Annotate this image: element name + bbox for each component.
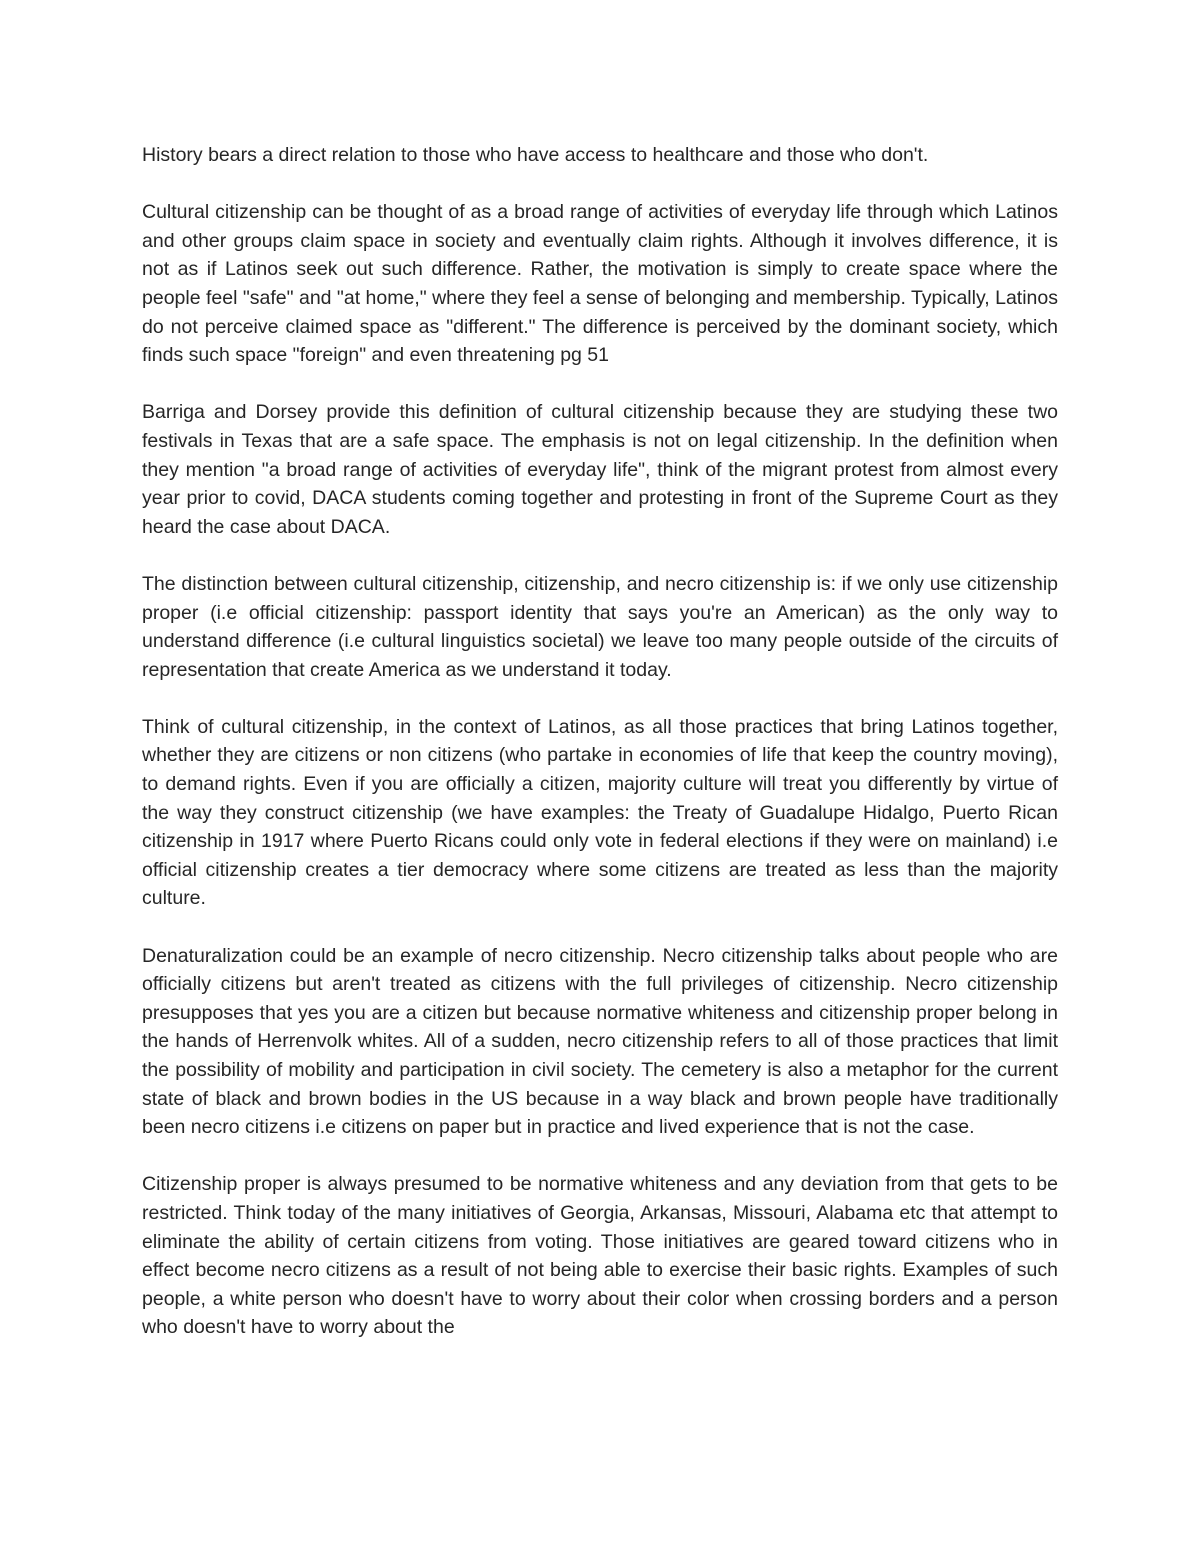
paragraph-cultural-citizenship-definition: Cultural citizenship can be thought of as a broad range of activities of everyday life through which Latinos and other groups claim space in society and eventually claim rights. Although it involves difference, it is not as if Latinos seek out such difference. Rather, the motivation is simply to create space where the people feel "safe" and "at home," where they feel a sense of belonging and membership. Typically, Latinos do not perceive claimed space as "different." The difference is perceived by the dominant society, which finds such space "foreign" and even threatening pg 51 xyxy=(142,201,1058,367)
paragraph-citizenship-proper: Citizenship proper is always presumed to be normative whiteness and any deviation from that gets to be restricted. Think today of the many initiatives of Georgia, Arkansas, Missouri, Alabama etc that attempt to eliminate the ability of certain citizens from voting. Those initiatives are geared toward citizens who in effect become necro citizens as a result of not being able to exercise their basic rights. Examples of such people, a white person who doesn't have to worry about their color when crossing borders and a person who doesn't have to worry about the xyxy=(142,1173,1058,1339)
paragraph-denaturalization: Denaturalization could be an example of necro citizenship. Necro citizenship talks about people who are officially citizens but aren't treated as citizens with the full privileges of citizenship. Necro citizenship presupposes that yes you are a citizen but because normative whiteness and citizenship proper belong in the hands of Herrenvolk whites. All of a sudden, necro citizenship refers to all of those practices that limit the possibility of mobility and participation in civil society. The cemetery is also a metaphor for the current state of black and brown bodies in the US because in a way black and brown people have traditionally been necro citizens i.e citizens on paper but in practice and lived experience that is not the case. xyxy=(142,944,1058,1139)
paragraph-barriga-dorsey: Barriga and Dorsey provide this definition of cultural citizenship because they are studying these two festivals in Texas that are a safe space. The emphasis is not on legal citizenship. In the definition when they mention "a broad range of activities of everyday life", think of the migrant protest from almost every year prior to covid, DACA students coming together and protesting in front of the Supreme Court as they heard the case about DACA. xyxy=(142,401,1058,538)
document-body xyxy=(142,141,1058,1371)
paragraph-intro: History bears a direct relation to those who have access to healthcare and those who don't. xyxy=(142,144,929,166)
paragraph-latinos-context: Think of cultural citizenship, in the context of Latinos, as all those practices that bring Latinos together, whether they are citizens or non citizens (who partake in economies of life that keep the country moving), to demand rights. Even if you are officially a citizen, majority culture will treat you differently by virtue of the way they construct citizenship (we have examples: the Treaty of Guadalupe Hidalgo, Puerto Rican citizenship in 1917 where Puerto Ricans could only vote in federal elections if they were on mainland) i.e official citizenship creates a tier democracy where some citizens are treated as less than the majority culture. xyxy=(142,715,1058,910)
paragraph-distinction: The distinction between cultural citizenship, citizenship, and necro citizenship is: if we only use citizenship proper (i.e official citizenship: passport identity that says you're an American) as the only way to understand difference (i.e cultural linguistics societal) we leave too many people outside of the circuits of representation that create America as we understand it today. xyxy=(142,572,1058,681)
